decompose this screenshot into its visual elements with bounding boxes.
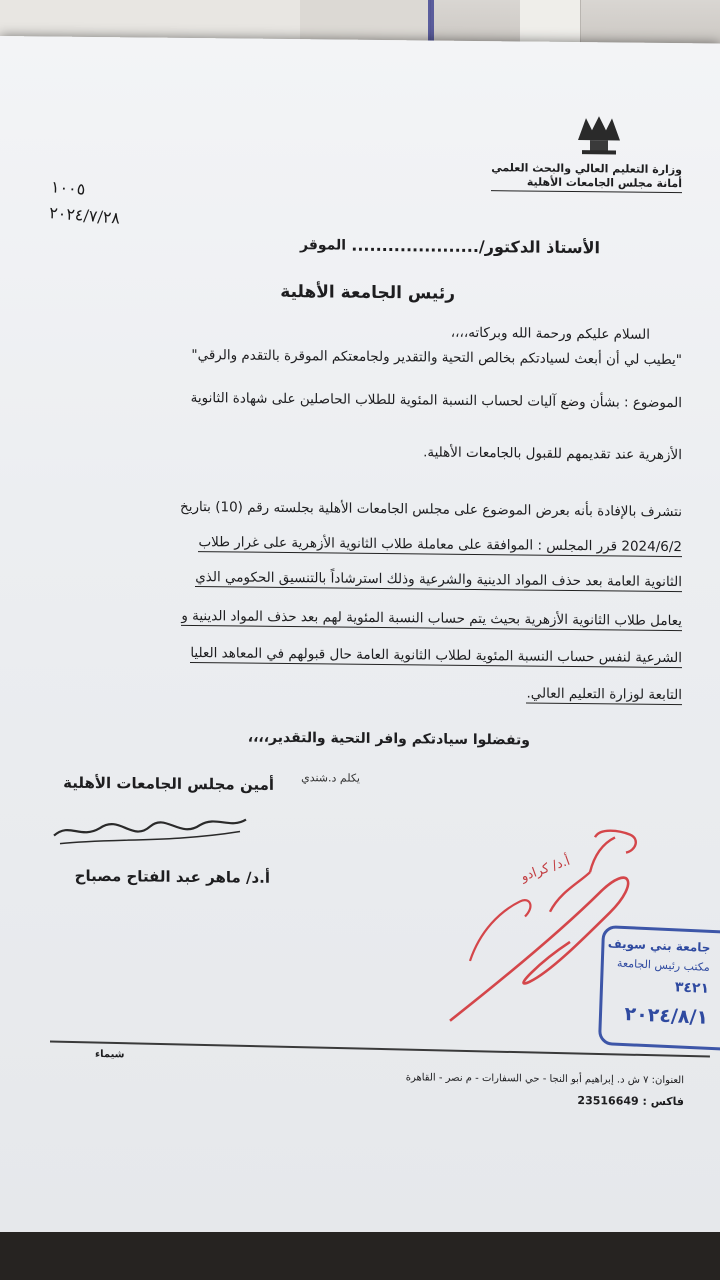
paragraph-line-2: 2024/6/2 قرر المجلس : الموافقة على معاملة طلاب الثانوية الأزهرية على غرار طلاب <box>198 534 682 556</box>
signatory-name: أ.د/ ماهر عبد الفتاح مصباح <box>74 866 270 887</box>
ministry-header <box>491 161 682 193</box>
background-desk-surface <box>0 1232 720 1280</box>
handwritten-date: ٢٠٢٤/٧/٢٨ <box>48 203 121 228</box>
subject-line-1: الموضوع : بشأن وضع آليات لحساب النسبة المئوية للطلاب الحاصلين على شهادة الثانوية <box>190 389 682 412</box>
addressee-salutation: الأستاذ الدكتور/..................... <box>351 235 600 258</box>
ministry-name: وزارة التعليم العالي والبحث العلمي <box>491 161 682 177</box>
paragraph-line-6: التابعة لوزارة التعليم العالي. <box>526 685 682 704</box>
paragraph-line-5: الشرعية لنفس حساب النسبة المئوية لطلاب الثانوية العامة حال قبولهم في المعاهد العليا <box>190 644 682 667</box>
intro-line: "يطيب لي أن أبعث لسيادتكم بخالص التحية والتقدير ولجامعتكم الموقرة بالتقدم والرقي" <box>191 347 682 369</box>
greeting: السلام عليكم ورحمة الله وبركاته،،،، <box>450 324 650 343</box>
handwritten-reference <box>48 174 122 232</box>
official-letter <box>0 36 720 1240</box>
handwritten-number: ١٠٠٥ <box>50 177 86 199</box>
paragraph-line-4: يعامل طلاب الثانوية الأزهرية بحيث يتم حساب النسبة المئوية لهم بعد حذف المواد الدينية و <box>181 607 682 630</box>
addressee-honorific: الموقر <box>300 237 347 254</box>
signature-scribble <box>40 801 260 853</box>
council-secretariat-name: أمانة مجلس الجامعات الأهلية <box>491 175 682 193</box>
received-stamp <box>598 925 720 1051</box>
typist-name: شيماء <box>95 1048 125 1061</box>
paragraph-line-1: نتشرف بالإفادة بأنه بعرض الموضوع على مجلس الجامعات الأهلية بجلسته رقم (10) بتاريخ <box>179 498 682 521</box>
stamp-number: ٣٤٢١ <box>674 979 710 997</box>
initial-note: يكلم د.شندي <box>301 771 360 785</box>
closing-line: وتفضلوا سيادتكم وافر التحية والتقدير،،،، <box>247 729 530 749</box>
stamp-date: ٢٠٢٤/٨/١ <box>624 1003 709 1029</box>
footer-address: العنوان: ٧ ش د. إبراهيم أبو النجا - حي السفارات - م نصر - القاهرة <box>405 1072 684 1087</box>
footer-fax: فاكس : 23516649 <box>577 1094 684 1109</box>
stamp-university: جامعة بني سويف <box>607 936 711 955</box>
stamp-office: مكتب رئيس الجامعة <box>616 956 710 974</box>
red-annotation-text: أ.د/ كرادو <box>518 853 573 885</box>
paragraph-line-3: الثانوية العامة بعد حذف المواد الدينية والشرعية وذلك استرشاداً بالتنسيق الحكومي الذي <box>195 569 682 591</box>
signatory-title: أمين مجلس الجامعات الأهلية <box>63 773 274 794</box>
addressee-position: رئيس الجامعة الأهلية <box>280 281 455 304</box>
eagle-crest-icon <box>572 112 626 157</box>
subject-line-2: الأزهرية عند تقديمهم للقبول بالجامعات الأهلية. <box>423 444 682 464</box>
